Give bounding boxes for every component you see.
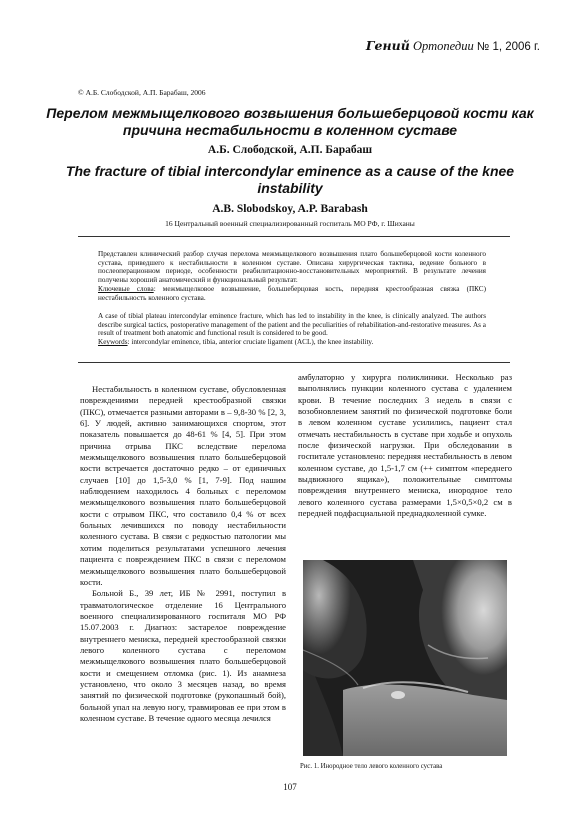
keywords-en-label: Keywords xyxy=(98,338,128,347)
body-column-right xyxy=(298,372,512,519)
abstract-en xyxy=(98,312,486,347)
affiliation: 16 Центральный военный специализированный госпиталь МО РФ, г. Шиханы xyxy=(165,219,415,228)
body-paragraph: амбулаторно у хирурга поликлиники. Несколько раз выполнялись пункции коленного сустава с удалением крови. В течение последних 3 недель в связи с возобновлением занятий по физической подготовке боли в левом коленном суставе усилились, пациент стал отмечать нестабильность в суставе при ходьбе и опухоль после физической нагрузки. При обследовании в госпитале установлено: передняя нестабильность в левом коленном суставе, до 1,5-1,7 см (++ симптом «переднего выдвижного ящика»), положительные симптомы повреждения внутреннего мениска, инородное тело левого коленного сустава размерами 1,5×0,5×0,2 см в передней подфасциальной преднадколенной сумке. xyxy=(298,372,512,519)
page-number: 107 xyxy=(283,782,297,792)
keywords-ru: : межмыщелковое возвышение, большеберцовая кость, передняя крестообразная связка (ПКС) нестабильность коленного сустава. xyxy=(98,284,486,302)
title-en: The fracture of tibial intercondylar eminence as a cause of the knee instability xyxy=(65,163,515,196)
xray-image xyxy=(303,560,507,756)
knee-xray-illustration xyxy=(303,560,507,756)
abstract-en-text: A case of tibial plateau intercondylar eminence fracture, which has led to instability in the knee, is clinically analyzed. The authors describe surgical tactics, postoperative management of the patient and the peculiarities of rehabilitation-and-restorative measures. As a result of treatment both anatomic and functional result is considered to be good. xyxy=(98,312,486,338)
keywords-en: : intercondylar eminence, tibia, anterior cruciate ligament (ACL), the knee instability. xyxy=(127,338,374,347)
journal-brand: Гений xyxy=(365,38,410,53)
authors-ru: А.Б. Слободской, А.П. Барабаш xyxy=(207,144,373,156)
divider-bottom xyxy=(78,362,510,363)
divider-top xyxy=(78,236,510,237)
journal-name: Ортопедии xyxy=(413,39,474,53)
keywords-ru-label: Ключевые слова xyxy=(98,284,154,293)
authors-en: A.B. Slobodskoy, A.P. Barabash xyxy=(212,203,368,215)
body-column-left xyxy=(80,384,286,724)
body-paragraph: Больной Б., 39 лет, ИБ № 2991, поступил в травматологическое отделение 16 Центрального военного специализированного госпиталя МО РФ 15.07.2003 г. Диагноз: застарелое повреждение внутреннего мениска, передней крестообразной связки левого коленного сустава с переломом межмыщелкового возвышения плато большеберцовой кости и смещением отломка (рис. 1). Из анамнеза установлено, что около 3 месяцев назад, во время занятий по физической подготовке (рукопашный бой), больной упал на левую ногу, травмировав ее при этом в коленном суставе. В течение одного месяца лечился xyxy=(80,588,286,723)
journal-header xyxy=(366,38,540,54)
title-ru: Перелом межмыщелкового возвышения большеберцовой кости как причина нестабильности в коленном суставе xyxy=(46,105,534,138)
figure-caption: Рис. 1. Инородное тело левого коленного сустава xyxy=(300,763,443,770)
abstract-ru-text: Представлен клинический разбор случая перелома межмыщелкового возвышения плато большеберцовой кости коленного сустава, приведшего к нестабильности в коленном суставе. Описана хирургическая тактика, ведение больного в послеоперационном периоде, особенности реабилитационно-восстановительных мероприятий. В результате лечения получены хороший анатомический и функциональный результат. xyxy=(98,250,486,285)
body-paragraph: Нестабильность в коленном суставе, обусловленная повреждениями передней крестообразной связки (ПКС), отмечается разными авторами в – 9,8-30 % [2, 3, 6]. У людей, активно занимающихся спортом, этот показатель повышается до 48-61 % [4, 5]. При этом причина отрыва ПКС вследствие перелома межмыщелкового возвышения плато большеберцовой кости встречается достаточно редко – от единичных случаев [10] до 1,5-3,0 % [1, 7-9]. Под нашим наблюдением находилось 4 больных с переломом межмыщелкового возвышения плато большеберцовой кости с отрывом ПКС, что составило 0,4 % от всех больных лечившихся по поводу нестабильности коленного сустава. В связи с редкостью патологии мы хотим поделиться результатами успешного лечения пациента с повреждением ПКС в связи с переломом межмыщелкового возвышения плато большеберцовой кости. xyxy=(80,384,286,587)
journal-issue: № 1, 2006 г. xyxy=(476,41,540,53)
copyright: © А.Б. Слободской, А.П. Барабаш, 2006 xyxy=(78,88,206,97)
abstract-ru xyxy=(98,250,486,302)
